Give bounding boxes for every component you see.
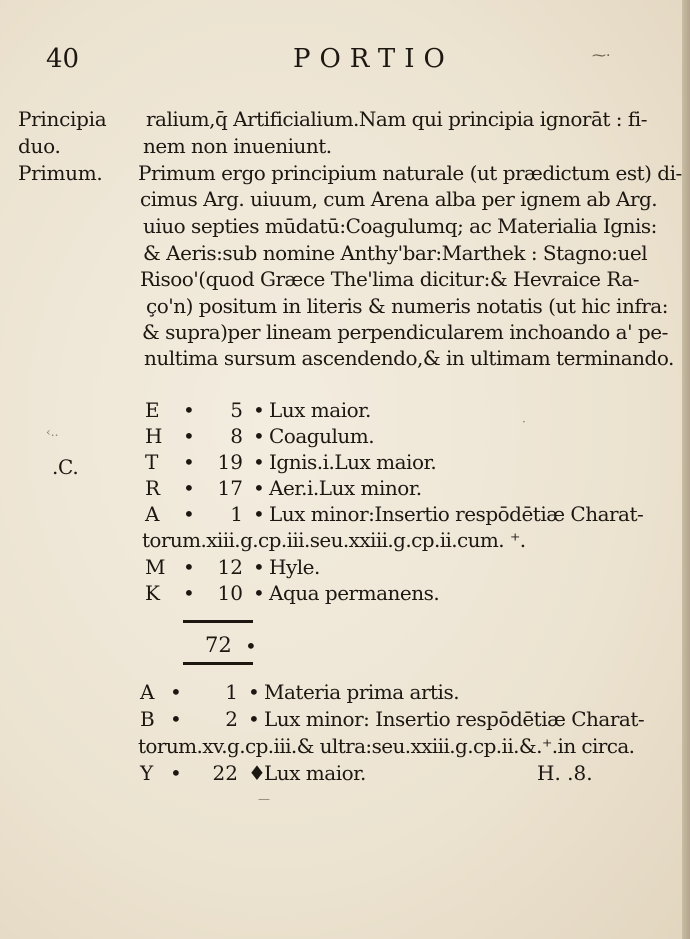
table-row [145,398,605,424]
margin-note-primum: Primum. [18,161,103,185]
row-separator: • [253,555,265,579]
row-text: Hyle. [269,555,320,579]
row-letter: T [145,450,159,474]
row-separator: • [170,680,182,704]
sum-value: 72 [205,633,232,657]
table-row [145,555,605,581]
sum-rule-bottom [183,662,253,665]
row-separator: • [253,581,265,605]
row-letter: R [145,476,161,500]
row-number: 19 [217,450,243,474]
row-separator: • [183,424,195,448]
row-separator: • [183,398,195,422]
text-line: nem non inueniunt. [143,134,332,158]
row-letter: A [140,680,155,704]
ink-spot: · [522,415,526,429]
sum-rule-top [183,620,253,623]
row-text: Materia prima artis. [264,680,460,704]
row-separator: • [253,502,265,526]
row-text: Lux minor:Insertio respōdētiæ Charat- [269,502,644,526]
row-text: Lux maior. [264,761,366,785]
row-text: Coagulum. [269,424,375,448]
text-line: ço'n) positum in literis & numeris notatis (ut hic infra: [146,294,668,318]
row-letter: H [145,424,163,448]
row-separator: • [183,450,195,474]
text-line: nultima sursum ascendendo,& in ultimam terminando. [144,346,674,370]
row-separator: • [170,761,182,785]
row-separator: • [253,424,265,448]
row-number: 12 [217,555,243,579]
row-separator: • [170,707,182,731]
row-separator: • [183,581,195,605]
margin-note-c: .C. [52,455,79,479]
row-number: 2 [225,707,238,731]
row-separator: ♦ [248,761,266,785]
text-line: cimus Arg. uiuum, cum Arena alba per ignem ab Arg. [140,187,658,211]
row-continuation: torum.xv.g.cp.iii.& ultra:seu.xxiii.g.cp.ii.&.⁺.in circa. [138,734,635,758]
table-row [145,424,605,450]
row-letter: A [145,502,160,526]
row-separator: • [253,476,265,500]
table-row [145,450,605,476]
row-text: Aqua permanens. [269,581,440,605]
row-text: Ignis.i.Lux maior. [269,450,437,474]
row-separator: • [183,502,195,526]
row-number: 17 [217,476,243,500]
margin-note-duo: duo. [18,134,61,158]
row-text: Aer.i.Lux minor. [269,476,422,500]
row-separator: • [183,476,195,500]
text-line: Primum ergo principium naturale (ut prædictum est) di- [138,161,682,185]
row-far-note: H. .8. [537,761,593,785]
page-edge [682,0,690,939]
text-line: & supra)per lineam perpendicularem inchoando a' pe- [142,320,668,344]
row-text: Lux minor: Insertio respōdētiæ Charat- [264,707,645,731]
row-letter: E [145,398,160,422]
row-separator: • [248,680,260,704]
row-letter: M [145,555,166,579]
running-title: PORTIO [293,44,454,74]
table-row [140,680,620,706]
row-number: 1 [225,680,238,704]
table-row [140,707,645,733]
margin-note-principia: Principia [18,107,107,131]
row-separator: • [183,555,195,579]
text-line: & Aeris:sub nomine Anthy'bar:Marthek : Stagno:uel [143,241,648,265]
row-number: 1 [230,502,243,526]
row-letter: Y [140,761,154,785]
row-letter: K [145,581,160,605]
row-letter: B [140,707,155,731]
row-number: 8 [230,424,243,448]
row-separator: • [245,634,257,658]
page-number: 40 [46,44,80,74]
ink-spot: ‹.. [46,425,59,439]
row-continuation: torum.xiii.g.cp.iii.seu.xxiii.g.cp.ii.cum. ⁺. [142,528,526,552]
text-line: Risoo'(quod Græce The'lima dicitur:& Hevraice Ra- [140,267,640,291]
row-text: Lux maior. [269,398,371,422]
table-row [145,581,605,607]
ink-spot: — [258,792,270,806]
row-number: 10 [217,581,243,605]
row-separator: • [253,450,265,474]
text-line: ralium,q̄ Artificialium.Nam qui principia ignorāt : fi- [146,107,647,131]
row-number: 5 [230,398,243,422]
row-separator: • [248,707,260,731]
row-number: 22 [212,761,238,785]
text-line: uiuo septies mūdatū:Coagulumq; ac Materialia Ignis: [143,214,657,238]
row-separator: • [253,398,265,422]
header-ornament: ⁓· [592,48,611,64]
table-row [145,502,644,528]
table-row [145,476,605,502]
